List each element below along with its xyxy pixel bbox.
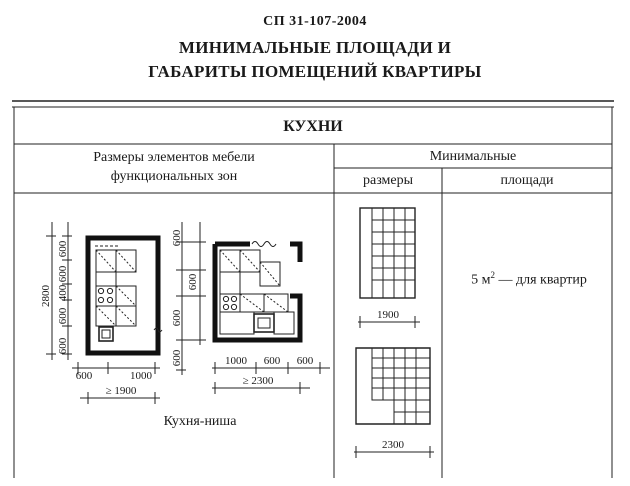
- dim-left-b1: 600: [75, 370, 93, 382]
- right-plan-dimensions: [176, 222, 330, 394]
- column-header-sizes: размеры: [362, 173, 414, 188]
- drawing-caption: Кухня-ниша: [163, 414, 237, 429]
- dim-left-v3: 400: [57, 284, 69, 302]
- dim-left-v2: 600: [57, 265, 69, 283]
- standard-code: СП 31-107-2004: [263, 14, 367, 29]
- dim-right-v4: 600: [171, 349, 183, 367]
- dim-right-v3: 600: [171, 309, 183, 327]
- dim-right-b2: 600: [263, 355, 281, 367]
- dim-left-v4: 600: [57, 307, 69, 325]
- area-description: — для квартир: [494, 272, 587, 288]
- dim-right-b3: 600: [296, 355, 314, 367]
- right-kitchen-plan: [215, 242, 300, 341]
- area-value: 5 м: [471, 272, 491, 288]
- page-title-line2: ГАБАРИТЫ ПОМЕЩЕНИЙ КВАРТИРЫ: [148, 62, 482, 81]
- size-width-1900: 1900: [377, 309, 399, 321]
- size-width-2300: 2300: [382, 439, 404, 451]
- dim-left-v1: 600: [57, 240, 69, 258]
- dim-left-b2: 1000: [130, 370, 152, 382]
- dim-right-btotal: ≥ 2300: [242, 375, 274, 387]
- page-title-line1: МИНИМАЛЬНЫЕ ПЛОЩАДИ И: [178, 38, 452, 57]
- area-unit-sup: 2: [490, 270, 495, 280]
- dim-right-b1: 1000: [225, 355, 247, 367]
- dim-left-v5: 600: [57, 337, 69, 355]
- column-header-furniture-line1: Размеры элементов мебели: [93, 150, 255, 165]
- dim-right-v1: 600: [171, 229, 183, 247]
- column-header-minimal: Минимальные: [429, 149, 517, 164]
- column-header-furniture-line2: функциональных зон: [110, 169, 238, 184]
- dim-left-btotal: ≥ 1900: [105, 385, 137, 397]
- dim-right-v2: 600: [187, 273, 199, 291]
- dim-left-total: 2800: [40, 285, 52, 307]
- left-kitchen-plan: [88, 238, 162, 353]
- column-header-areas: площади: [500, 173, 554, 188]
- section-title: КУХНИ: [283, 118, 343, 135]
